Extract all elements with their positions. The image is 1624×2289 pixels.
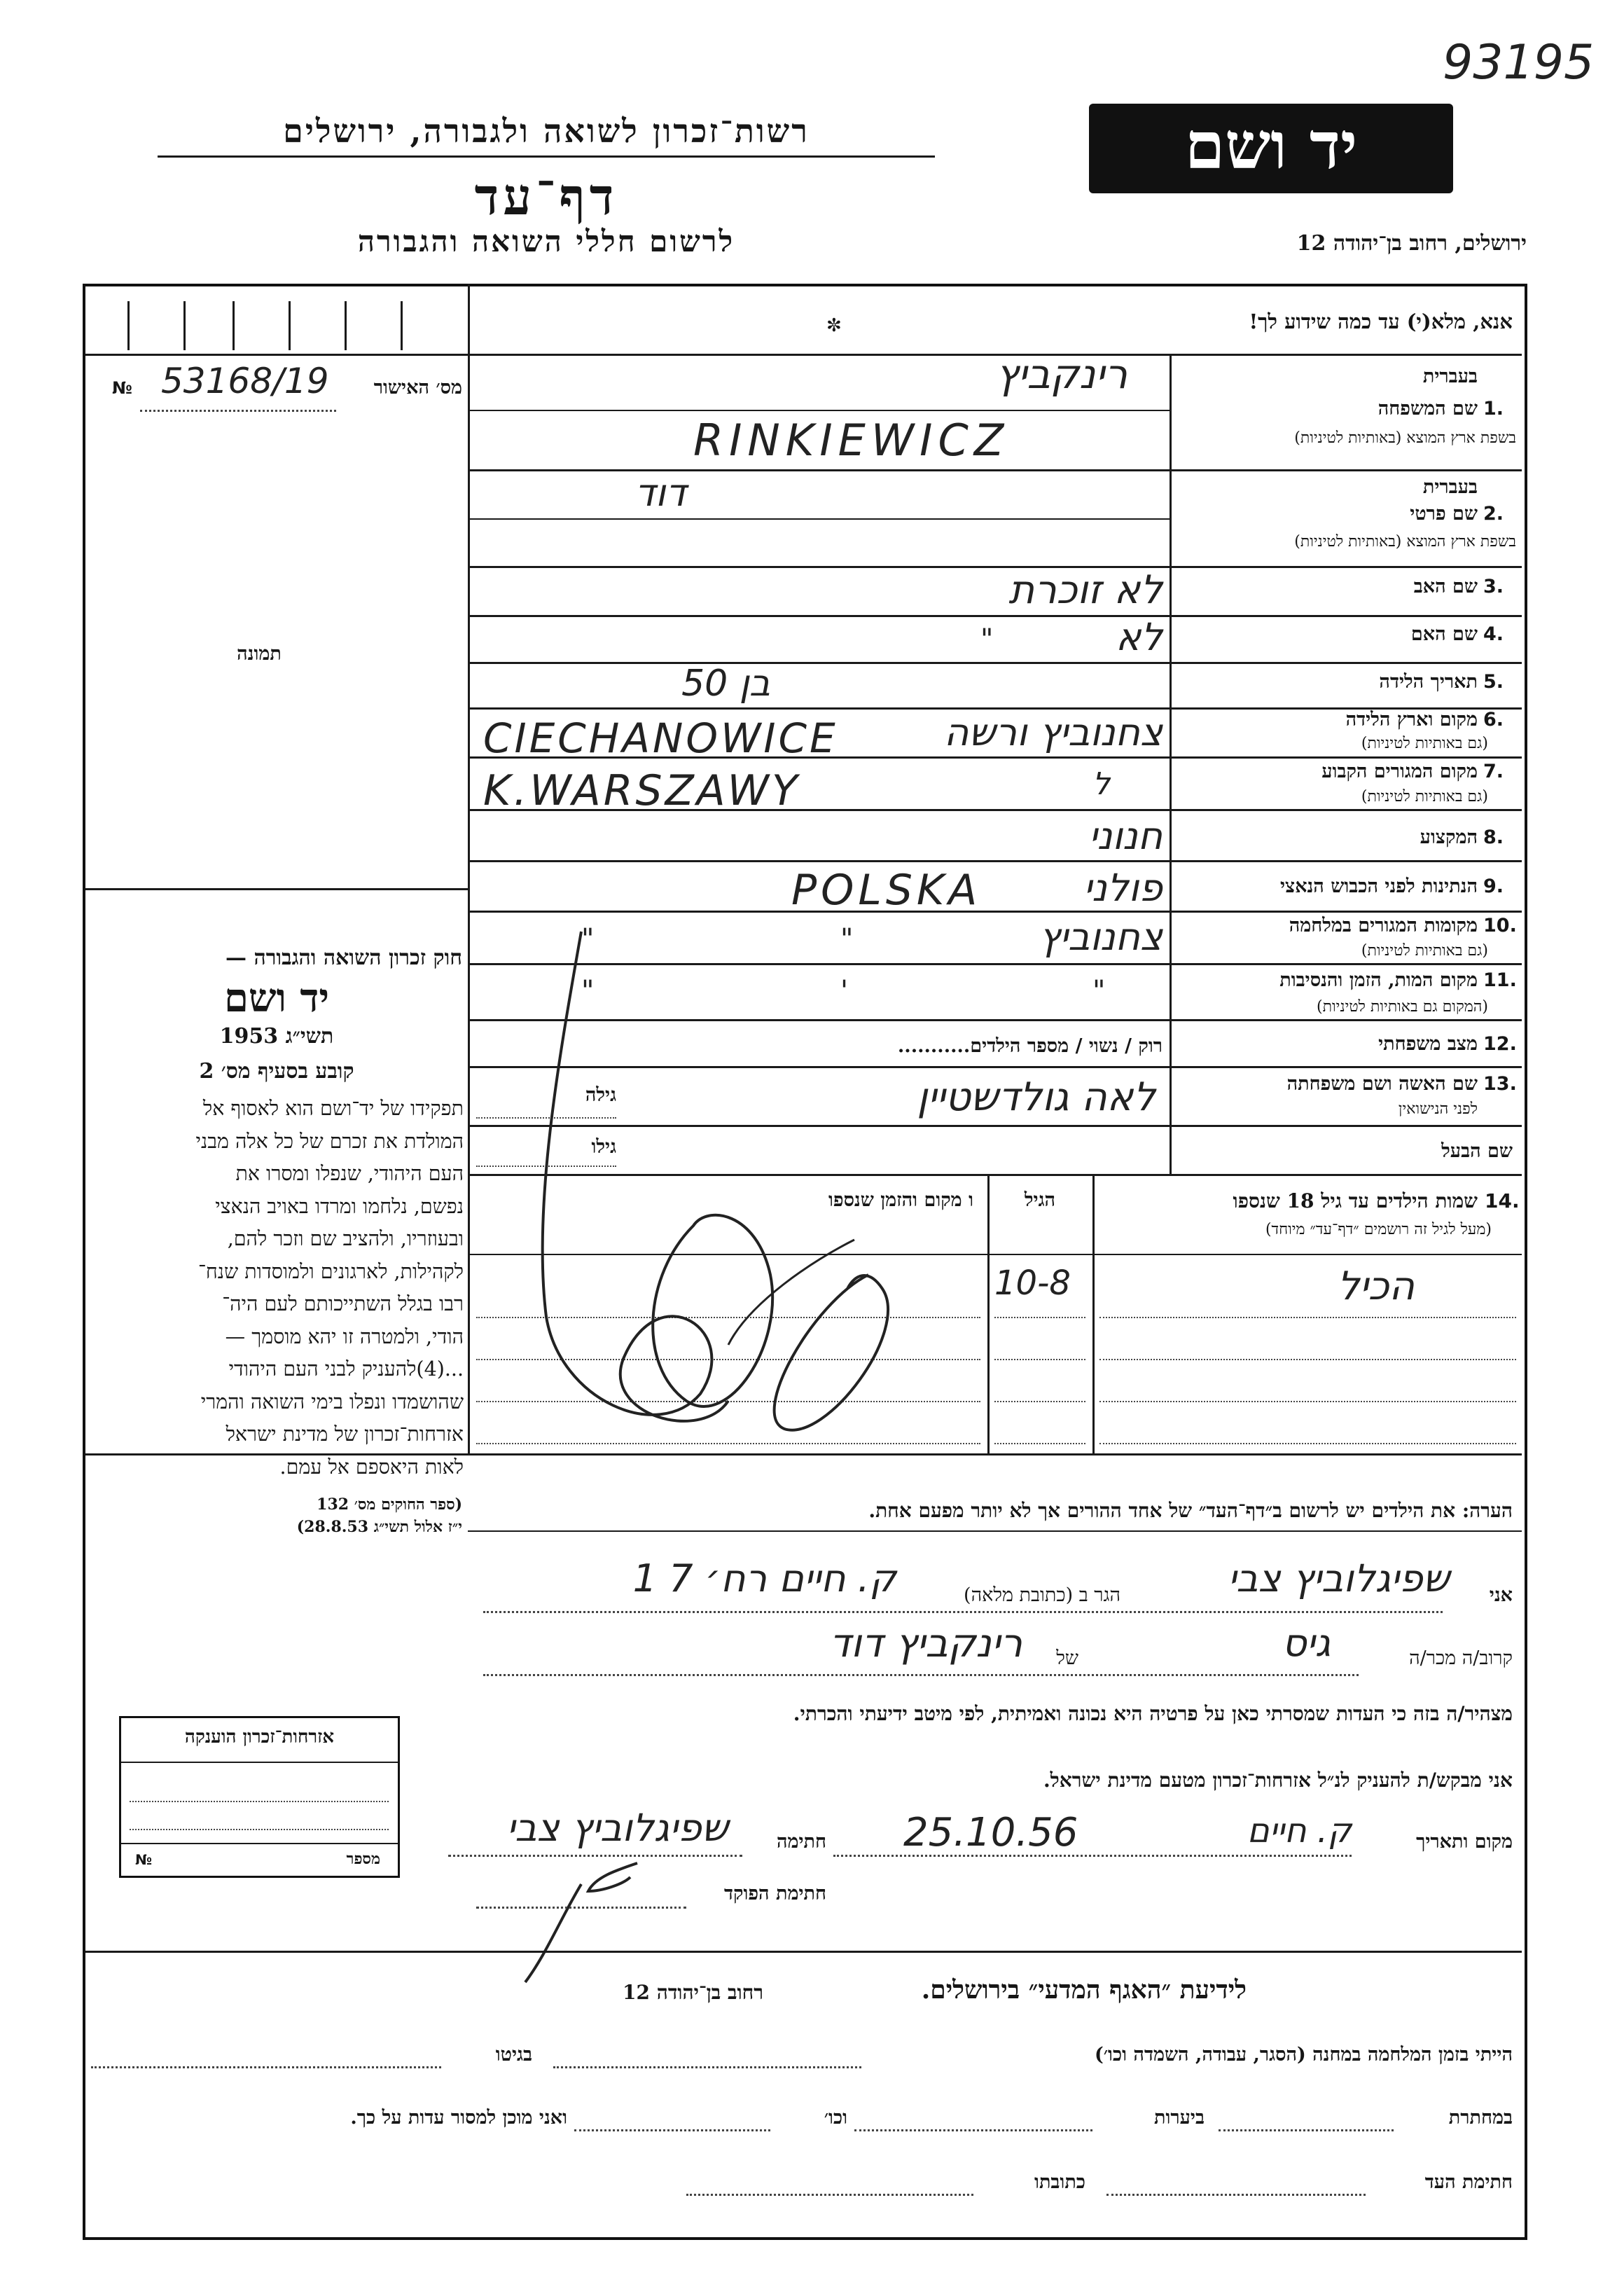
box-no-label: מספר	[346, 1850, 380, 1868]
law-line: נפשם, נלחמו ומרדו באויב הנאצי	[215, 1194, 464, 1218]
bottom-title: לידיעת ״האגף המדעי״ בירושלים.	[921, 1975, 1247, 2005]
field-9-label: הנתינות לפני הכבוש הנאצי	[1279, 876, 1478, 897]
witness-address: ק. חיים רח׳ 7 1	[632, 1556, 896, 1600]
birth-place-latin: CIECHANOWICE	[483, 714, 838, 762]
ditto-mark: "	[980, 623, 994, 656]
residence-latin: K.WARSZAWY	[483, 766, 800, 815]
bottom-line2-b: ביערות	[1153, 2107, 1205, 2129]
bottom-line3-b: כתובתו	[1034, 2171, 1085, 2193]
law-line: שהושמדו ונפלו בימי השואה והמרי	[200, 1390, 464, 1413]
field-8-label: המקצוע	[1420, 827, 1478, 848]
field-13-number: 13.	[1483, 1073, 1517, 1095]
law-line: לקהילות, לארגונים ולמוסדות שנח־	[198, 1259, 464, 1283]
law-section: קובע בסעיף מס׳ 2	[199, 1059, 354, 1084]
wartime-residence: צחנוביץ	[1039, 915, 1163, 959]
field-7-number: 7.	[1483, 761, 1504, 782]
scribble-mark	[518, 911, 1022, 1457]
law-line: העם היהודי, שנפלו ומסרו את	[235, 1162, 464, 1185]
bottom-line2-d: ואני מוכן למסור עדות על כך.	[350, 2107, 567, 2129]
field-6-label: מקום וארץ הלידה	[1345, 709, 1478, 731]
bottom-line1-b: בגיטו	[495, 2044, 532, 2066]
law-title: חוק זכרון השואה והגבורה —	[225, 946, 462, 970]
shel-label: של	[1056, 1647, 1078, 1669]
field-4-label: שם האם	[1410, 623, 1478, 645]
field-2-side: בעברית	[1422, 476, 1478, 498]
field-11-number: 11.	[1483, 969, 1517, 991]
bottom-line2-a: במחתרת	[1448, 2107, 1513, 2129]
declaration-statement: מצהיר/ה בזה כי העדות שמסרתי כאן על פרטיה היא נכונה ואמיתית, לפי מיטב ידיעתי והכרתי.	[793, 1702, 1513, 1725]
archive-number: 93195	[1443, 35, 1595, 90]
address-label: הגר ב (כתובת מלאה)	[964, 1584, 1120, 1606]
photo-label: תמונה	[237, 643, 282, 665]
children-note: הערה: את הילדים יש לרשום ב״דף־העד״ של אחד ההורים אך לא יותר מפעם אחת.	[868, 1499, 1513, 1522]
field-3-number: 3.	[1483, 576, 1504, 597]
field-2-number: 2.	[1483, 503, 1504, 525]
field-11-sub: (המקום גם באותיות לטיניות)	[1317, 998, 1488, 1016]
ditto-mark-7: ל	[1092, 766, 1111, 802]
nationality-hebrew: פולני	[1083, 866, 1163, 910]
place-column-label: ו מקום והזמן שנספו	[828, 1189, 973, 1211]
birth-place-hebrew: צחנוביץ ורשה	[944, 710, 1163, 754]
ditto-mark-11c: "	[1092, 975, 1106, 1007]
relation-label: קרוב/ה מכר/ה	[1409, 1647, 1513, 1669]
profession: חנוני	[1088, 814, 1163, 858]
field-5-number: 5.	[1483, 671, 1504, 693]
age-column-label: הגיל	[1024, 1189, 1056, 1211]
header-address: ירושלים, רחוב בן־יהודה 12	[1296, 231, 1527, 256]
ditto-mark-10b: "	[840, 923, 854, 955]
mother-name: לא	[1116, 615, 1163, 659]
officer-signature	[518, 1849, 700, 1989]
child-age: 10-8	[994, 1264, 1071, 1303]
logo-text: יד ושם	[1184, 108, 1358, 184]
child-name: הכיל	[1337, 1264, 1415, 1309]
cert-number: 53168/19	[161, 361, 329, 401]
signature-label: חתימה	[776, 1831, 826, 1853]
relation-value: גיס	[1282, 1621, 1331, 1665]
nationality-latin: POLSKA	[791, 866, 982, 915]
law-year: תשי״ג 1953	[219, 1024, 334, 1049]
law-line: המולדת את זכרם של כל אלה מבני	[195, 1129, 464, 1153]
field-1-number: 1.	[1483, 398, 1504, 420]
bottom-line3-a: חתימת העד	[1424, 2171, 1513, 2193]
yad-vashem-logo	[1089, 104, 1453, 193]
field-8-number: 8.	[1483, 827, 1504, 848]
law-text	[85, 1093, 464, 1484]
field-2-label: שם פרטי	[1410, 503, 1478, 525]
first-name-hebrew: דוד	[634, 471, 686, 515]
witness-signature: שפיגלוביץ צבי	[506, 1806, 728, 1850]
officer-label: חתימת הפוקד	[724, 1883, 826, 1904]
law-ref-1: (ספר החוקים מס׳ 132	[317, 1495, 462, 1514]
bottom-line2-c: וכו׳	[824, 2107, 847, 2129]
field-7-sub: (גם באותיות לטיניות)	[1361, 788, 1488, 805]
bottom-line1-a: הייתי בזמן המלחמה במחנה (הסגר, עבודה, השמדה וכו׳)	[1095, 2044, 1513, 2066]
family-name-hebrew: רינקביץ	[996, 350, 1127, 398]
law-ref-2: י״ז אלול תשי״ג 28.8.53)	[296, 1518, 462, 1536]
bottom-address: רחוב בן־יהודה 12	[623, 1981, 763, 2004]
ditto-mark-11a: "	[581, 975, 595, 1007]
field-3-label: שם האב	[1413, 576, 1478, 597]
father-name: לא זוכרת	[1008, 567, 1163, 613]
field-1-sub: בשפת ארץ המוצא (באותיות לטיניות)	[1294, 429, 1516, 447]
law-line: תפקידו של יד־ושם הוא לאסוף אל	[202, 1097, 464, 1120]
field-13-sub: לפני הנישואין	[1398, 1100, 1478, 1118]
children-number: 14.	[1485, 1189, 1520, 1212]
field-4-number: 4.	[1483, 623, 1504, 645]
field-12-label: מצב משפחתי	[1378, 1033, 1478, 1055]
field-9-number: 9.	[1483, 876, 1504, 897]
signing-date: 25.10.56	[903, 1810, 1078, 1855]
husband-label: שם הבעל	[1441, 1140, 1513, 1162]
field-1-label: שם המשפחה	[1377, 398, 1478, 420]
ditto-mark-10a: "	[581, 923, 595, 955]
family-name-latin: RINKIEWICZ	[693, 415, 1010, 466]
field-6-sub: (גם באותיות לטיניות)	[1361, 735, 1488, 752]
children-sub: (מעל לגיל זה רושמים ״דף־עד״ מיוחד)	[1265, 1221, 1492, 1238]
field-10-label: מקומות המגורים במלחמה	[1289, 915, 1478, 936]
field-7-label: מקום המגורים הקבוע	[1321, 761, 1478, 782]
box-title: אזרחות־זכרון הוענקה	[184, 1727, 335, 1748]
law-line: ובעוזריו, ולהציב שם וזכר להם,	[227, 1227, 464, 1250]
law-name: יד ושם	[223, 975, 330, 1021]
ditto-mark-11b: '	[840, 975, 848, 1007]
declaration-request: אני מבקש/ת להעניק לנ״ל אזרחות־זכרון מטעם מדינת ישראל.	[1043, 1769, 1513, 1792]
form-subtitle: לרשום חללי השואה והגבורה	[357, 224, 735, 258]
husband-age-label: גילו	[591, 1136, 616, 1158]
children-label: שמות הילדים עד גיל 18 שנספו	[1233, 1189, 1478, 1212]
org-line: רשות־זכרון לשואה ולגבורה, ירושלים	[283, 112, 810, 150]
intro-line: אנא, מלא(י) עד כמה שידוע לך!	[1249, 310, 1513, 333]
citizenship-box	[119, 1716, 400, 1878]
wife-name: לאה גולדשטיין	[917, 1074, 1155, 1120]
field-13-label: שם האשה ושם משפחתה	[1286, 1073, 1478, 1095]
field-10-number: 10.	[1483, 915, 1517, 936]
law-line: הודי, ולמטרה זו יהא מוסמך —	[225, 1325, 464, 1348]
victim-name-declared: רינקביץ דוד	[829, 1621, 1022, 1666]
box-no-prefix: №	[135, 1851, 153, 1868]
birth-date: בן 50	[681, 663, 770, 705]
field-6-number: 6.	[1483, 709, 1504, 731]
asterisk-icon: ✼	[826, 315, 842, 336]
law-line: ...(4)להעניק לבני העם היהודי	[228, 1357, 464, 1381]
field-12-number: 12.	[1483, 1033, 1517, 1055]
tick-boxes	[85, 301, 464, 350]
field-2-sub: בשפת ארץ המוצא (באותיות לטיניות)	[1294, 533, 1516, 551]
form-title: דף־עד	[474, 167, 618, 226]
field-11-label: מקום המות, הזמן והנסיבות	[1279, 969, 1478, 991]
ani-label: אני	[1489, 1584, 1513, 1606]
place-date-label: מקום ותאריך	[1416, 1831, 1513, 1853]
field-1-side: בעברית	[1422, 366, 1478, 387]
law-line: אזרחות־זכרון של מדינת ישראל	[225, 1423, 464, 1446]
law-line: רבו בגלל השתייכותם לעם היה־	[222, 1292, 464, 1315]
field-10-sub: (גם באותיות לטיניות)	[1361, 942, 1488, 960]
signing-place: ק. חיים	[1247, 1811, 1352, 1851]
witness-name: שפיגלוביץ צבי	[1228, 1556, 1450, 1600]
wife-age-label: גילה	[585, 1084, 616, 1106]
marital-status-options: רוק / נשוי / מספר הילדים...........	[897, 1035, 1163, 1057]
law-line: לאות היאספם אל עמם.	[279, 1455, 464, 1479]
cert-no-prefix: №	[112, 378, 132, 398]
cert-label: מס׳ האישור	[373, 377, 462, 399]
field-5-label: תאריך הלידה	[1379, 671, 1478, 693]
